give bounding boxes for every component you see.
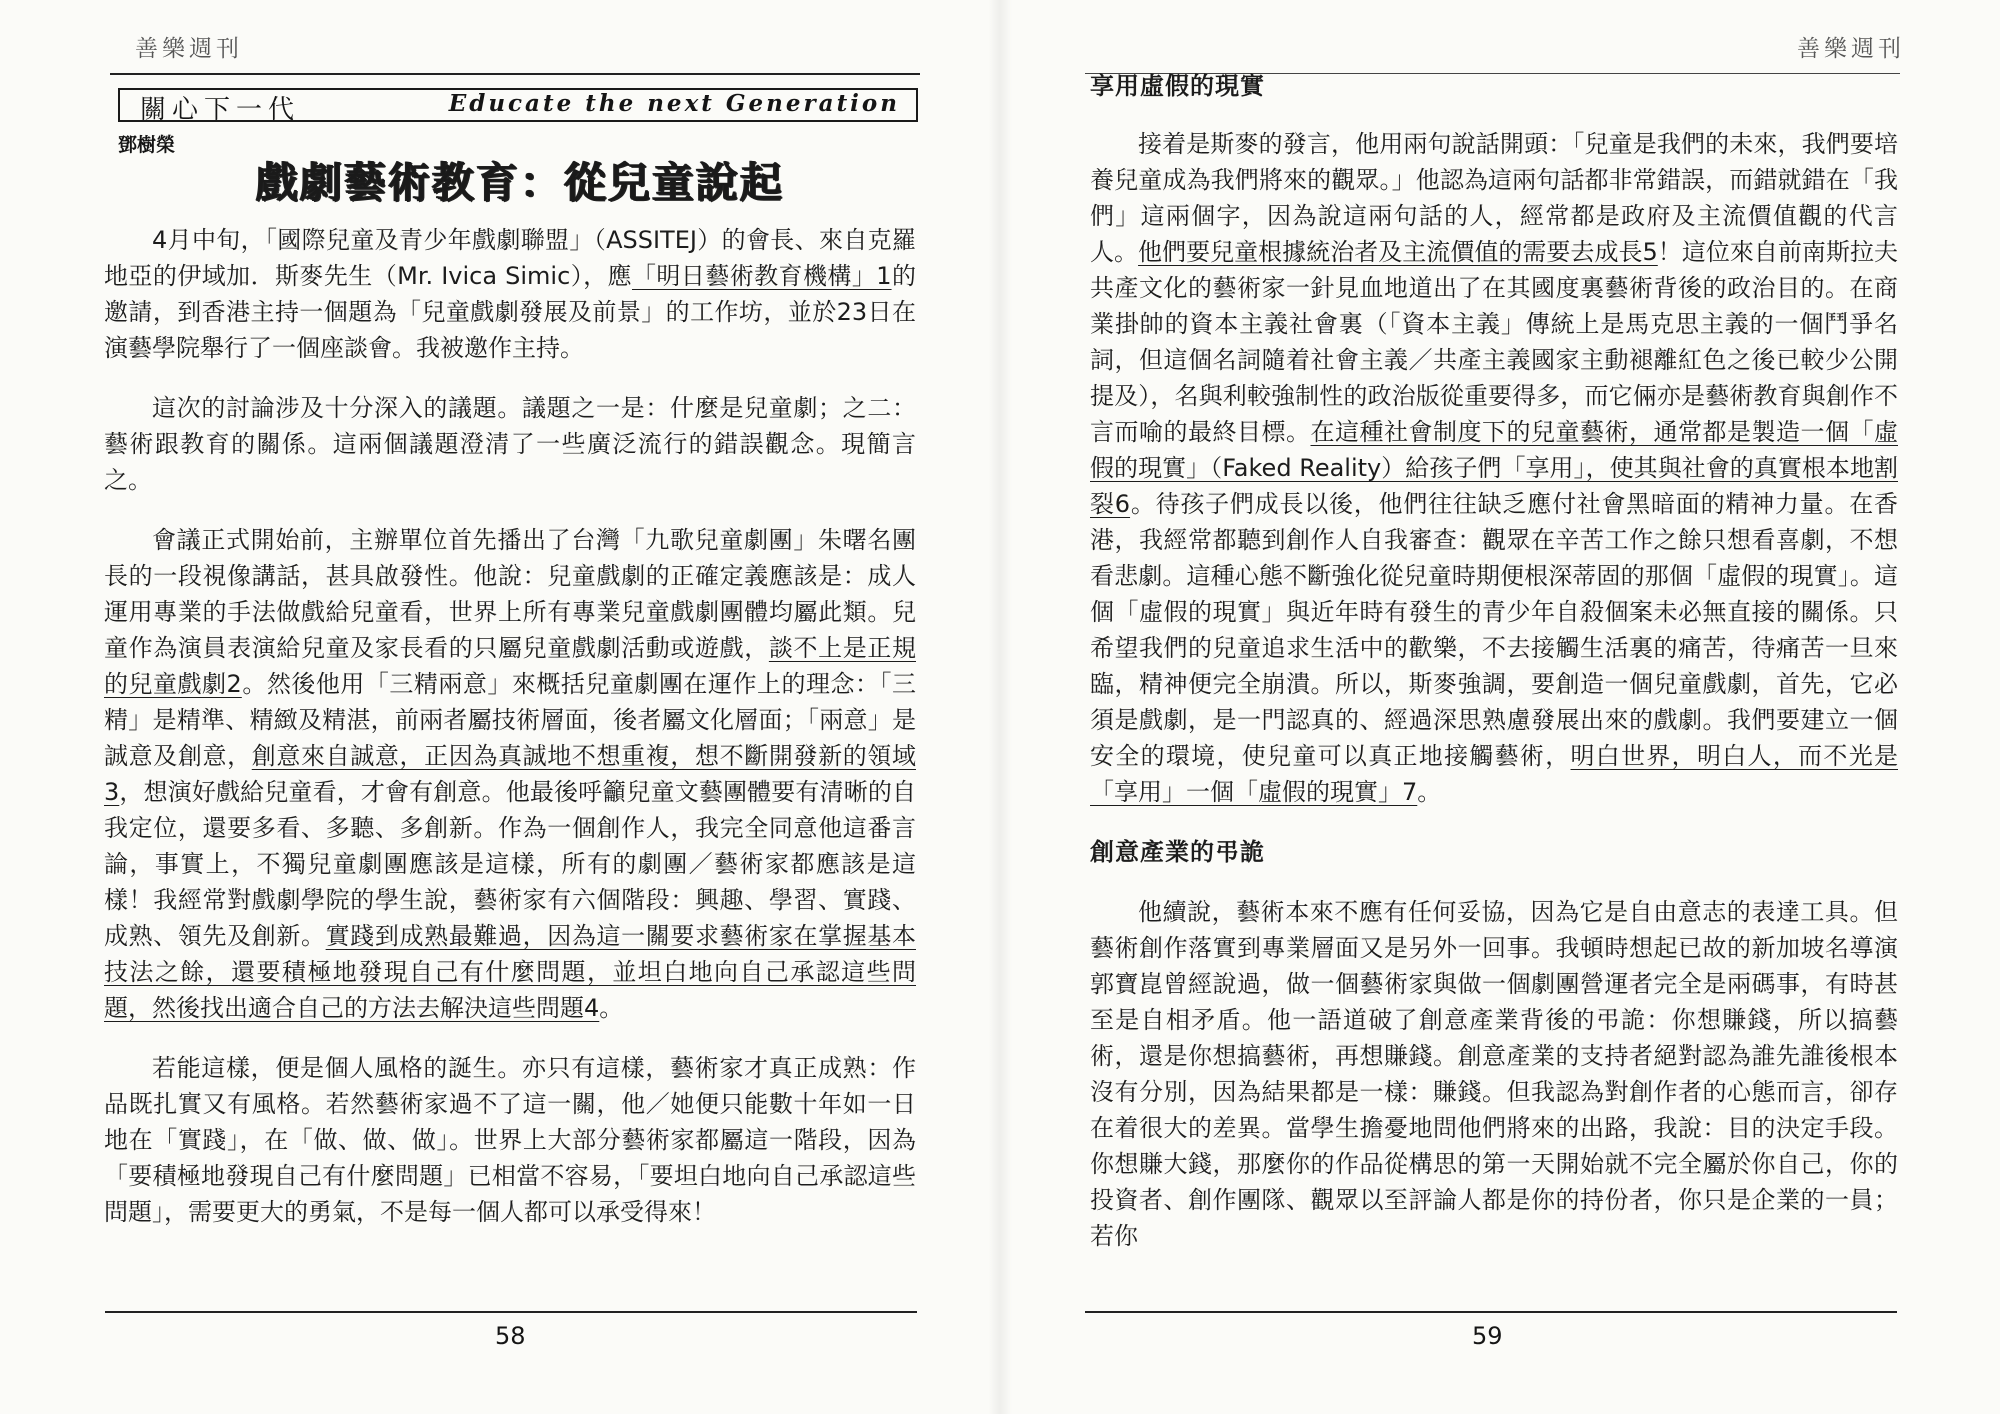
right-page (1000, 0, 2000, 1414)
page-number: 59 (1472, 1322, 1503, 1350)
paragraph (1090, 894, 1898, 1254)
bottom-rule (1085, 1311, 1897, 1313)
text-run: 接着是斯麥的發言，他用兩句說話開頭：「兒童是我們的未來，我們要培養兒童成為我們將來的觀眾。」他認為這兩句話都非常錯誤，而錯就錯在「我們」這兩個字，因為說這兩句話的人，經常都是政府及主流價值觀的代言人。 (1090, 130, 1898, 266)
column-title-chinese: 關心下一代 (140, 95, 301, 125)
paragraph (104, 1050, 916, 1230)
text-run: ！這位來自前南斯拉夫共產文化的藝術家一針見血地道出了在其國度裏藝術背後的政治目的。在商業掛帥的資本主義社會裏（「資本主義」傳統上是馬克思主義的一個鬥爭名詞，但這個名詞隨着社會主義／共產主義國家主動褪離紅色之後已較少公開提及），名與利較強制性的政治版從重要得多，而它倆亦是藝術教育與創作不言而喻的最終目標。 (1090, 238, 1898, 446)
bottom-rule (105, 1311, 917, 1313)
paragraph (104, 522, 916, 1026)
text-run: 會議正式開始前，主辦單位首先播出了台灣「九歌兒童劇團」朱曙名團長的一段視像講話，甚具啟發性。他說：兒童戲劇的正確定義應該是：成人運用專業的手法做戲給兒童看，世界上所有專業兒童戲劇團體均屬此類。兒童作為演員表演給兒童及家長看的只屬兒童戲劇活動或遊戲， (104, 526, 916, 662)
text-run: 的邀請，到香港主持一個題為「兒童戲劇發展及前景」的工作坊，並於23日在演藝學院舉行了一個座談會。我被邀作主持。 (104, 262, 916, 362)
paragraph (104, 222, 916, 366)
text-run: 。 (599, 994, 624, 1022)
section-heading: 創意產業的弔詭 (1090, 838, 1265, 866)
running-head: 善樂週刊 (1797, 36, 1905, 62)
underlined-text: 在這種社會制度下的兒童藝術，通常都是製造一個「虛假的現實」（Faked Reality）給孩子們「享用」，使其與社會的真實根本地割裂6 (1090, 418, 1898, 518)
page-number: 58 (495, 1322, 526, 1350)
underlined-text: 談不上是正規的兒童戲劇2 (104, 634, 916, 698)
underlined-text: 實踐到成熟最難過，因為這一關要求藝術家在掌握基本技法之餘，還要積極地發現自己有什麼問題，並坦白地向自己承認這些問題，然後找出適合自己的方法去解決這些問題4 (104, 922, 916, 1022)
text-run: 他續說，藝術本來不應有任何妥協，因為它是自由意志的表達工具。但藝術創作落實到專業層面又是另外一回事。我頓時想起已故的新加坡名導演郭寶崑曾經說過，做一個藝術家與做一個劇團營運者完全是兩碼事，有時甚至是自相矛盾。他一語道破了創意產業背後的弔詭：你想賺錢，所以搞藝術，還是你想搞藝術，再想賺錢。創意產業的支持者絕對認為誰先誰後根本沒有分別，因為結果都是一樣：賺錢。但我認為對創作者的心態而言，卻存在着很大的差異。當學生擔憂地問他們將來的出路，我說：目的決定手段。你想賺大錢，那麼你的作品從構思的第一天開始就不完全屬於你自己，你的投資者、創作團隊、觀眾以至評論人都是你的持份者，你只是企業的一員；若你 (1090, 898, 1898, 1250)
underlined-text: 創意來自誠意，正因為真誠地不想重複，想不斷開發新的領域3 (104, 742, 916, 806)
column-banner (118, 88, 918, 125)
text-run: 。待孩子們成長以後，他們往往缺乏應付社會黑暗面的精神力量。在香港，我經常都聽到創作人自我審查：觀眾在辛苦工作之餘只想看喜劇，不想看悲劇。這種心態不斷強化從兒童時期便根深蒂固的那個「虛假的現實」。這個「虛假的現實」與近年時有發生的青少年自殺個案未必無直接的關係。只希望我們的兒童追求生活中的歡樂，不去接觸生活裏的痛苦，待痛苦一旦來臨，精神便完全崩潰。所以，斯麥強調，要創造一個兒童戲劇，首先，它必須是戲劇，是一門認真的、經過深思熟慮發展出來的戲劇。我們要建立一個安全的環境，使兒童可以真正地接觸藝術， (1090, 490, 1898, 770)
text-run: ，想演好戲給兒童看，才會有創意。他最後呼籲兒童文藝團體要有清晰的自我定位，還要多看、多聽、多創新。作為一個創作人，我完全同意他這番言論，事實上，不獨兒童劇團應該是這樣，所有的劇團／藝術家都應該是這樣！我經常對戲劇學院的學生說，藝術家有六個階段：興趣、學習、實踐、成熟、領先及創新。 (104, 778, 916, 950)
running-head: 善樂週刊 (135, 36, 243, 62)
text-run: 這次的討論涉及十分深入的議題。議題之一是：什麼是兒童劇；之二：藝術跟教育的關係。這兩個議題澄清了一些廣泛流行的錯誤觀念。現簡言之。 (104, 394, 916, 494)
right-body-text (1090, 72, 1898, 1278)
left-body-text (104, 222, 916, 1254)
column-title-english: Educate the next Generation (448, 90, 900, 117)
text-run: 。然後他用「三精兩意」來概括兒童劇團在運作上的理念：「三精」是精準、精緻及精湛，前兩者屬技術層面，後者屬文化層面；「兩意」是誠意及創意， (104, 670, 916, 770)
author-name: 鄧樹榮 (118, 134, 176, 156)
underlined-text: 明白世界，明白人，而不光是「享用」一個「虛假的現實」7 (1090, 742, 1898, 806)
underlined-text: 他們要兒童根據統治者及主流價值的需要去成長5 (1138, 238, 1658, 266)
text-run: 4月中旬，「國際兒童及青少年戲劇聯盟」（ASSITEJ）的會長、來自克羅地亞的伊域加．斯麥先生（Mr. Ivica Simic），應 (104, 226, 916, 290)
top-rule (110, 73, 920, 75)
paragraph (1090, 126, 1898, 810)
underlined-text: 「明日藝術教育機構」1 (631, 262, 892, 290)
article-title: 戲劇藝術教育：從兒童說起 (255, 158, 784, 207)
text-run: 若能這樣，便是個人風格的誕生。亦只有這樣，藝術家才真正成熟：作品既扎實又有風格。若然藝術家過不了這一關，他／她便只能數十年如一日地在「實踐」，在「做、做、做」。世界上大部分藝術家都屬這一階段，因為「要積極地發現自己有什麼問題」已相當不容易，「要坦白地向自己承認這些問題」，需要更大的勇氣，不是每一個人都可以承受得來！ (104, 1054, 916, 1226)
section-heading: 享用虛假的現實 (1090, 72, 1265, 100)
paragraph (104, 390, 916, 498)
text-run: 。 (1417, 778, 1442, 806)
